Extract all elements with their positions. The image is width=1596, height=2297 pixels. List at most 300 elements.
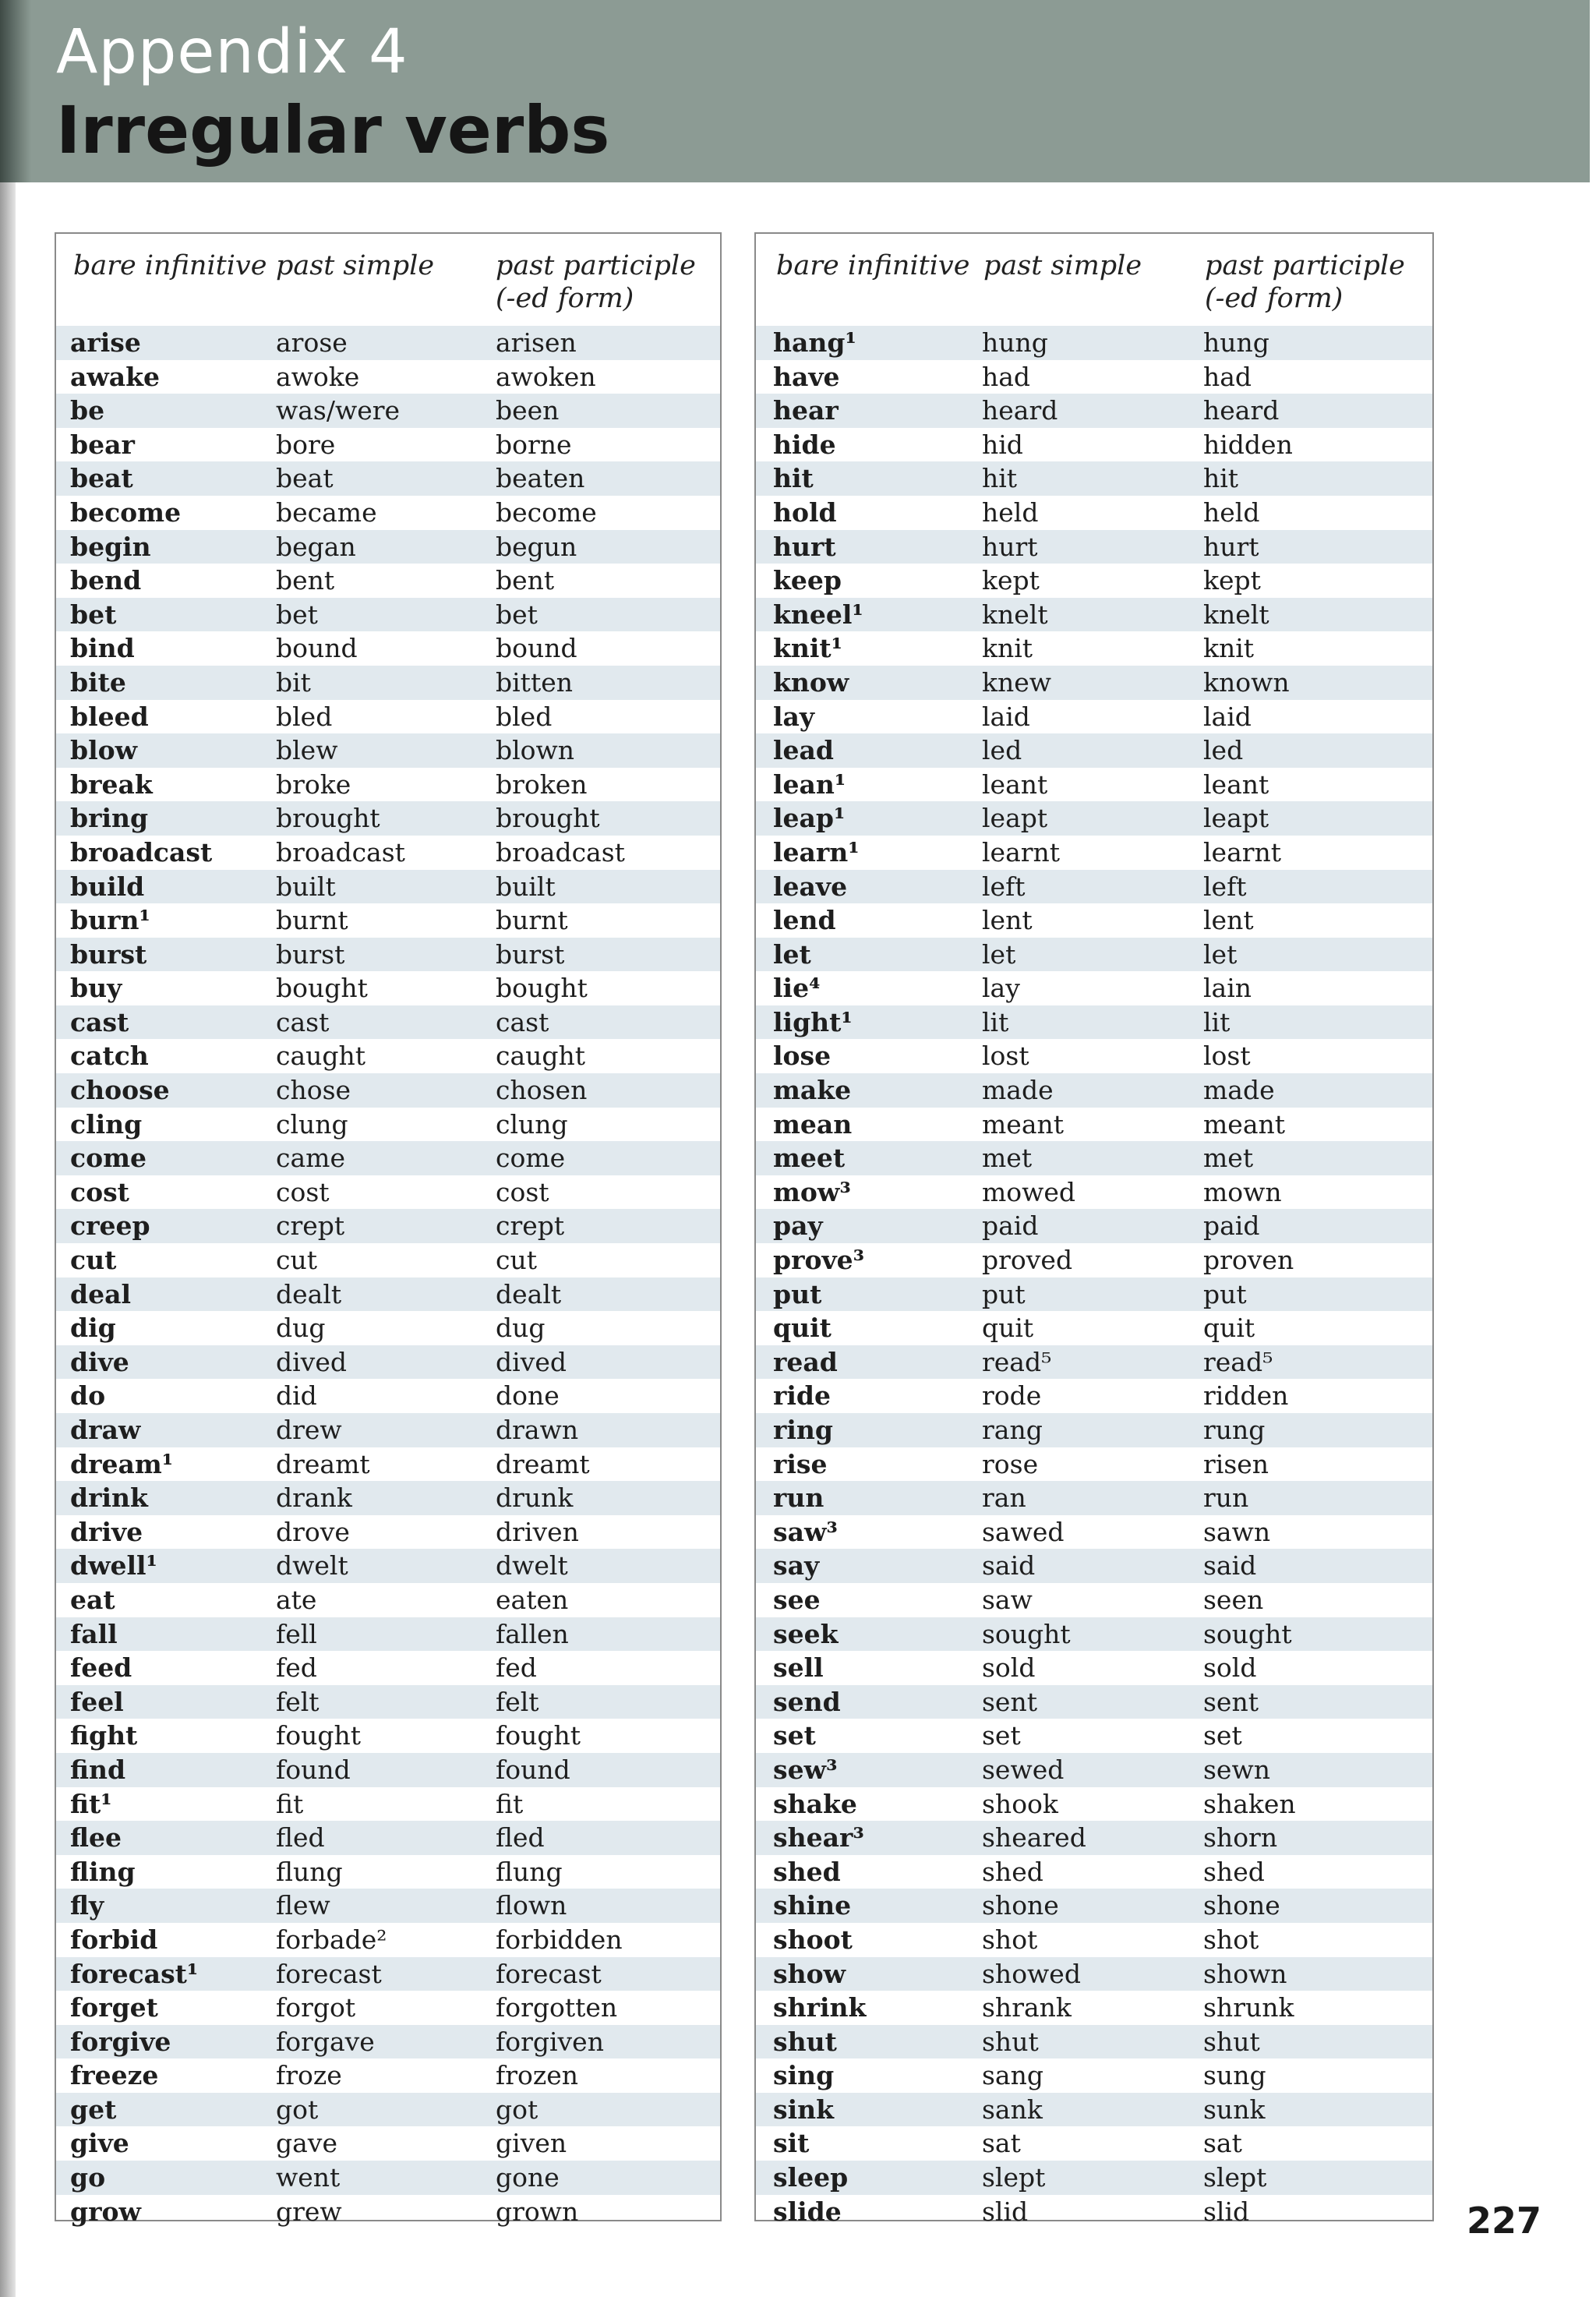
table-row — [756, 1039, 1432, 1073]
past-simple-cell: had — [982, 361, 1031, 392]
bare-infinitive-cell: dwell¹ — [70, 1550, 158, 1581]
table-row — [56, 1311, 720, 1345]
bare-infinitive-cell: dig — [70, 1313, 116, 1344]
past-participle-cell: sold — [1203, 1652, 1257, 1684]
past-simple-cell: beat — [276, 463, 334, 494]
bare-infinitive-cell: feel — [70, 1686, 124, 1717]
past-participle-cell: known — [1203, 666, 1290, 698]
bare-infinitive-cell: cost — [70, 1176, 129, 1207]
table-row — [56, 1413, 720, 1447]
bare-infinitive-cell: bring — [70, 803, 149, 834]
past-simple-cell: cost — [276, 1176, 330, 1207]
past-participle-cell: arisen — [496, 327, 577, 358]
table-row — [56, 1753, 720, 1787]
past-simple-cell: fought — [276, 1720, 361, 1751]
past-simple-cell: went — [276, 2162, 341, 2193]
verb-rows — [56, 326, 720, 2228]
past-participle-cell: dreamt — [496, 1448, 590, 1479]
past-participle-cell: drunk — [496, 1482, 574, 1514]
past-simple-cell: hurt — [982, 531, 1038, 562]
col-header-past-participle-label: past participle — [496, 250, 696, 281]
past-participle-cell: lent — [1203, 905, 1254, 936]
table-row — [756, 564, 1432, 598]
past-simple-cell: began — [276, 531, 356, 562]
table-row — [56, 1685, 720, 1719]
verb-rows — [756, 326, 1432, 2228]
table-row — [756, 2161, 1432, 2195]
bare-infinitive-cell: become — [70, 497, 182, 528]
past-simple-cell: shed — [982, 1856, 1043, 1887]
table-row — [56, 1073, 720, 1108]
past-participle-cell: shaken — [1203, 1788, 1296, 1819]
table-row — [56, 428, 720, 462]
bare-infinitive-cell: lie⁴ — [773, 973, 821, 1004]
bare-infinitive-cell: grow — [70, 2196, 141, 2227]
past-simple-cell: clung — [276, 1108, 348, 1140]
past-simple-cell: lit — [982, 1006, 1009, 1037]
table-row — [756, 530, 1432, 564]
past-participle-cell: dealt — [496, 1278, 562, 1309]
past-simple-cell: awoke — [276, 361, 360, 392]
table-row — [756, 733, 1432, 768]
past-participle-cell: knit — [1203, 633, 1255, 664]
table-row — [56, 326, 720, 360]
bare-infinitive-cell: go — [70, 2162, 106, 2193]
bare-infinitive-cell: awake — [70, 361, 161, 392]
bare-infinitive-cell: seek — [773, 1618, 839, 1649]
table-row — [56, 461, 720, 496]
past-participle-cell: leapt — [1203, 803, 1269, 834]
past-participle-cell: proven — [1203, 1245, 1294, 1276]
past-simple-cell: sawed — [982, 1516, 1065, 1547]
past-participle-cell: broken — [496, 769, 588, 800]
bare-infinitive-cell: set — [773, 1720, 816, 1751]
past-simple-cell: burst — [276, 938, 345, 970]
table-row — [756, 2126, 1432, 2161]
table-row — [56, 1277, 720, 1312]
past-simple-cell: blew — [276, 735, 338, 766]
past-participle-cell: bled — [496, 701, 553, 732]
past-simple-cell: slept — [982, 2162, 1046, 2193]
bare-infinitive-cell: bet — [70, 599, 117, 630]
past-simple-cell: laid — [982, 701, 1030, 732]
table-row — [56, 394, 720, 428]
table-row — [756, 2058, 1432, 2093]
bare-infinitive-cell: blow — [70, 735, 138, 766]
past-participle-cell: shot — [1203, 1924, 1259, 1955]
past-simple-cell: built — [276, 871, 336, 902]
table-row — [756, 394, 1432, 428]
table-row — [756, 836, 1432, 870]
past-participle-cell: paid — [1203, 1210, 1260, 1242]
bare-infinitive-cell: learn¹ — [773, 836, 860, 868]
table-row — [56, 768, 720, 802]
bare-infinitive-cell: see — [773, 1584, 821, 1615]
table-row — [756, 666, 1432, 700]
past-simple-cell: sang — [982, 2060, 1043, 2091]
past-participle-cell: risen — [1203, 1448, 1269, 1479]
past-simple-cell: said — [982, 1550, 1036, 1581]
past-simple-cell: crept — [276, 1210, 345, 1242]
past-simple-cell: grew — [276, 2196, 342, 2227]
past-participle-cell: lost — [1203, 1041, 1251, 1072]
bare-infinitive-cell: send — [773, 1686, 841, 1717]
table-row — [756, 631, 1432, 666]
table-row — [756, 2025, 1432, 2059]
bare-infinitive-cell: read — [773, 1346, 838, 1377]
bare-infinitive-cell: hide — [773, 429, 836, 460]
table-row — [756, 1991, 1432, 2025]
past-participle-cell: sat — [1203, 2128, 1242, 2159]
table-row — [756, 1141, 1432, 1175]
past-participle-cell: had — [1203, 361, 1252, 392]
bare-infinitive-cell: lead — [773, 735, 834, 766]
bare-infinitive-cell: hit — [773, 463, 814, 494]
table-row — [756, 1515, 1432, 1550]
past-participle-cell: bitten — [496, 666, 573, 698]
table-row — [56, 564, 720, 598]
table-row — [56, 1481, 720, 1515]
table-row — [56, 1957, 720, 1991]
past-simple-cell: sat — [982, 2128, 1021, 2159]
table-row — [56, 1141, 720, 1175]
table-row — [56, 1617, 720, 1652]
bare-infinitive-cell: sink — [773, 2094, 834, 2125]
past-participle-cell: gone — [496, 2162, 560, 2193]
bare-infinitive-cell: mow³ — [773, 1176, 851, 1207]
past-participle-cell: flung — [496, 1856, 563, 1887]
past-participle-cell: slept — [1203, 2162, 1267, 2193]
past-participle-cell: forgotten — [496, 1992, 618, 2023]
table-row — [756, 1209, 1432, 1243]
past-simple-cell: hid — [982, 429, 1023, 460]
past-participle-cell: ridden — [1203, 1380, 1289, 1412]
table-row — [56, 1345, 720, 1380]
past-simple-cell: sold — [982, 1652, 1036, 1684]
past-participle-cell: hit — [1203, 463, 1239, 494]
table-row — [56, 1243, 720, 1277]
past-simple-cell: paid — [982, 1210, 1039, 1242]
table-row — [56, 1821, 720, 1855]
past-simple-cell: froze — [276, 2060, 342, 2091]
past-simple-cell: arose — [276, 327, 348, 358]
past-simple-cell: sheared — [982, 1822, 1086, 1854]
table-row — [756, 2093, 1432, 2127]
table-row — [756, 2195, 1432, 2229]
verb-table-left — [55, 232, 722, 2227]
past-simple-cell: read⁵ — [982, 1346, 1052, 1377]
col-header-ed-form: (-ed form) — [496, 283, 634, 314]
bare-infinitive-cell: put — [773, 1278, 822, 1309]
bare-infinitive-cell: slide — [773, 2196, 842, 2227]
col-header-past-simple: past simple — [276, 250, 435, 281]
past-participle-cell: rung — [1203, 1415, 1266, 1445]
bare-infinitive-cell: quit — [773, 1313, 832, 1344]
table-row — [56, 1379, 720, 1413]
bare-infinitive-cell: get — [70, 2094, 117, 2125]
past-participle-cell: meant — [1203, 1108, 1286, 1140]
table-row — [56, 836, 720, 870]
past-participle-cell: shone — [1203, 1890, 1280, 1921]
table-row — [56, 1787, 720, 1822]
table-row — [56, 1855, 720, 1889]
bare-infinitive-cell: broadcast — [70, 836, 213, 868]
bare-infinitive-cell: bear — [70, 429, 135, 460]
past-simple-cell: lay — [982, 973, 1020, 1004]
table-row — [756, 1583, 1432, 1617]
past-participle-cell: shut — [1203, 2026, 1260, 2057]
bare-infinitive-cell: arise — [70, 327, 141, 358]
past-participle-cell: fallen — [496, 1618, 569, 1649]
past-participle-cell: sought — [1203, 1618, 1292, 1649]
past-simple-cell: met — [982, 1143, 1033, 1174]
bare-infinitive-cell: rise — [773, 1448, 828, 1479]
past-participle-cell: slid — [1203, 2196, 1250, 2227]
past-participle-cell: mown — [1203, 1176, 1282, 1207]
past-participle-cell: met — [1203, 1143, 1254, 1174]
table-row — [756, 1073, 1432, 1108]
bare-infinitive-cell: catch — [70, 1041, 149, 1072]
past-simple-cell: mowed — [982, 1176, 1076, 1207]
bare-infinitive-cell: lose — [773, 1041, 832, 1072]
past-participle-cell: begun — [496, 531, 577, 562]
past-simple-cell: rode — [982, 1380, 1042, 1412]
past-participle-cell: dwelt — [496, 1550, 568, 1581]
past-participle-cell: hung — [1203, 327, 1269, 358]
table-row — [756, 1787, 1432, 1822]
table-row — [56, 360, 720, 394]
table-row — [756, 938, 1432, 972]
bare-infinitive-cell: burst — [70, 938, 147, 970]
bare-infinitive-cell: sit — [773, 2128, 810, 2159]
past-participle-cell: chosen — [496, 1075, 588, 1106]
past-participle-cell: felt — [496, 1686, 539, 1717]
bare-infinitive-cell: choose — [70, 1075, 170, 1106]
bare-infinitive-cell: shine — [773, 1890, 852, 1921]
past-simple-cell: sank — [982, 2094, 1043, 2125]
table-row — [756, 1549, 1432, 1583]
past-simple-cell: did — [276, 1380, 317, 1412]
table-row — [756, 1651, 1432, 1685]
bare-infinitive-cell: saw³ — [773, 1516, 838, 1547]
bare-infinitive-cell: shrink — [773, 1992, 867, 2023]
bare-infinitive-cell: forecast¹ — [70, 1958, 199, 1989]
page-binding-edge — [0, 0, 16, 2297]
past-participle-cell: kept — [1203, 565, 1261, 596]
table-row — [756, 1005, 1432, 1040]
bare-infinitive-cell: sew³ — [773, 1754, 838, 1785]
table-row — [756, 1345, 1432, 1380]
bare-infinitive-cell: shed — [773, 1856, 841, 1887]
bare-infinitive-cell: hold — [773, 497, 837, 528]
past-participle-cell: blown — [496, 735, 575, 766]
bare-infinitive-cell: sleep — [773, 2162, 849, 2193]
past-participle-cell: clung — [496, 1108, 568, 1140]
past-simple-cell: bit — [276, 666, 311, 698]
bare-infinitive-cell: bend — [70, 565, 142, 596]
page-title: Irregular verbs — [56, 92, 610, 168]
past-participle-cell: leant — [1203, 769, 1269, 800]
past-simple-cell: bet — [276, 599, 318, 630]
bare-infinitive-cell: do — [70, 1380, 106, 1412]
table-row — [56, 1889, 720, 1923]
past-simple-cell: knelt — [982, 599, 1048, 630]
table-row — [56, 631, 720, 666]
past-simple-cell: bent — [276, 565, 335, 596]
past-participle-cell: bet — [496, 599, 538, 630]
past-simple-cell: bore — [276, 429, 336, 460]
header-band — [0, 0, 1590, 182]
table-row — [56, 870, 720, 904]
past-simple-cell: knew — [982, 666, 1052, 698]
bare-infinitive-cell: lay — [773, 701, 815, 732]
past-simple-cell: held — [982, 497, 1039, 528]
table-row — [56, 1651, 720, 1685]
past-simple-cell: let — [982, 938, 1016, 970]
bare-infinitive-cell: draw — [70, 1415, 141, 1445]
table-row — [756, 1889, 1432, 1923]
past-simple-cell: flew — [276, 1890, 330, 1921]
past-simple-cell: gave — [276, 2128, 337, 2159]
past-simple-cell: slid — [982, 2196, 1029, 2227]
past-participle-cell: run — [1203, 1482, 1249, 1514]
table-row — [56, 1447, 720, 1482]
past-simple-cell: proved — [982, 1245, 1073, 1276]
bare-infinitive-cell: cast — [70, 1006, 129, 1037]
bare-infinitive-cell: dive — [70, 1346, 129, 1377]
bare-infinitive-cell: sing — [773, 2060, 835, 2091]
past-simple-cell: was/were — [276, 395, 401, 426]
bare-infinitive-cell: knit¹ — [773, 633, 843, 664]
bare-infinitive-cell: freeze — [70, 2060, 159, 2091]
bare-infinitive-cell: fly — [70, 1890, 104, 1921]
table-row — [56, 1549, 720, 1583]
bare-infinitive-cell: shut — [773, 2026, 837, 2057]
past-simple-cell: lent — [982, 905, 1033, 936]
bare-infinitive-cell: leap¹ — [773, 803, 846, 834]
bare-infinitive-cell: say — [773, 1550, 820, 1581]
table-row — [756, 870, 1432, 904]
past-participle-cell: built — [496, 871, 556, 902]
bare-infinitive-cell: make — [773, 1075, 852, 1106]
bare-infinitive-cell: shoot — [773, 1924, 853, 1955]
past-simple-cell: dived — [276, 1346, 347, 1377]
col-header-past-participle — [496, 249, 696, 315]
bare-infinitive-cell: forget — [70, 1992, 158, 2023]
header-shade — [0, 0, 31, 182]
past-participle-cell: forgiven — [496, 2026, 604, 2057]
past-simple-cell: rang — [982, 1415, 1043, 1445]
past-participle-cell: forecast — [496, 1958, 602, 1989]
past-participle-cell: held — [1203, 497, 1260, 528]
past-simple-cell: chose — [276, 1075, 351, 1106]
table-row — [756, 1175, 1432, 1210]
past-simple-cell: shot — [982, 1924, 1038, 1955]
past-participle-cell: become — [496, 497, 597, 528]
past-participle-cell: frozen — [496, 2060, 579, 2091]
bare-infinitive-cell: let — [773, 938, 811, 970]
past-participle-cell: lain — [1203, 973, 1252, 1004]
past-simple-cell: dug — [276, 1313, 326, 1344]
past-simple-cell: broadcast — [276, 836, 405, 868]
past-simple-cell: lost — [982, 1041, 1029, 1072]
past-participle-cell: sung — [1203, 2060, 1266, 2091]
past-participle-cell: got — [496, 2094, 538, 2125]
past-participle-cell: bought — [496, 973, 588, 1004]
past-participle-cell: set — [1203, 1720, 1242, 1751]
table-row — [756, 801, 1432, 836]
table-row — [756, 1719, 1432, 1753]
past-simple-cell: set — [982, 1720, 1021, 1751]
past-participle-cell: caught — [496, 1041, 586, 1072]
bare-infinitive-cell: run — [773, 1482, 824, 1514]
bare-infinitive-cell: shear³ — [773, 1822, 864, 1854]
past-simple-cell: became — [276, 497, 377, 528]
past-participle-cell: left — [1203, 871, 1247, 902]
bare-infinitive-cell: creep — [70, 1210, 150, 1242]
past-participle-cell: led — [1203, 735, 1244, 766]
bare-infinitive-cell: dream¹ — [70, 1448, 174, 1479]
bare-infinitive-cell: cut — [70, 1245, 117, 1276]
past-participle-cell: shed — [1203, 1856, 1265, 1887]
past-participle-cell: heard — [1203, 395, 1280, 426]
past-simple-cell: hit — [982, 463, 1018, 494]
past-participle-cell: fit — [496, 1788, 524, 1819]
past-participle-cell: learnt — [1203, 836, 1282, 868]
table-row — [56, 1515, 720, 1550]
past-participle-cell: seen — [1203, 1584, 1264, 1615]
past-participle-cell: let — [1203, 938, 1238, 970]
bare-infinitive-cell: have — [773, 361, 840, 392]
bare-infinitive-cell: beat — [70, 463, 133, 494]
bare-infinitive-cell: eat — [70, 1584, 115, 1615]
bare-infinitive-cell: prove³ — [773, 1245, 865, 1276]
past-simple-cell: made — [982, 1075, 1054, 1106]
table-row — [56, 1005, 720, 1040]
past-simple-cell: learnt — [982, 836, 1061, 868]
past-simple-cell: burnt — [276, 905, 348, 936]
past-simple-cell: ran — [982, 1482, 1026, 1514]
table-row — [756, 360, 1432, 394]
table-row — [56, 1175, 720, 1210]
table-row — [756, 1447, 1432, 1482]
bare-infinitive-cell: break — [70, 769, 153, 800]
table-row — [756, 1855, 1432, 1889]
past-simple-cell: fled — [276, 1822, 325, 1854]
bare-infinitive-cell: meet — [773, 1143, 846, 1174]
past-participle-cell: been — [496, 395, 560, 426]
table-row — [756, 326, 1432, 360]
past-participle-cell: burnt — [496, 905, 568, 936]
past-simple-cell: rose — [982, 1448, 1039, 1479]
past-participle-cell: shrunk — [1203, 1992, 1294, 2023]
table-row — [56, 530, 720, 564]
bare-infinitive-cell: begin — [70, 531, 151, 562]
past-simple-cell: got — [276, 2094, 319, 2125]
table-row — [56, 598, 720, 632]
col-header-past-simple: past simple — [983, 250, 1142, 281]
past-simple-cell: shut — [982, 2026, 1039, 2057]
col-header-ed-form: (-ed form) — [1205, 283, 1344, 314]
past-participle-cell: sunk — [1203, 2094, 1266, 2125]
past-simple-cell: forgot — [276, 1992, 356, 2023]
table-row — [756, 1685, 1432, 1719]
table-row — [56, 2093, 720, 2127]
table-row — [756, 598, 1432, 632]
past-simple-cell: left — [982, 871, 1026, 902]
past-simple-cell: shook — [982, 1788, 1058, 1819]
past-simple-cell: showed — [982, 1958, 1081, 1989]
